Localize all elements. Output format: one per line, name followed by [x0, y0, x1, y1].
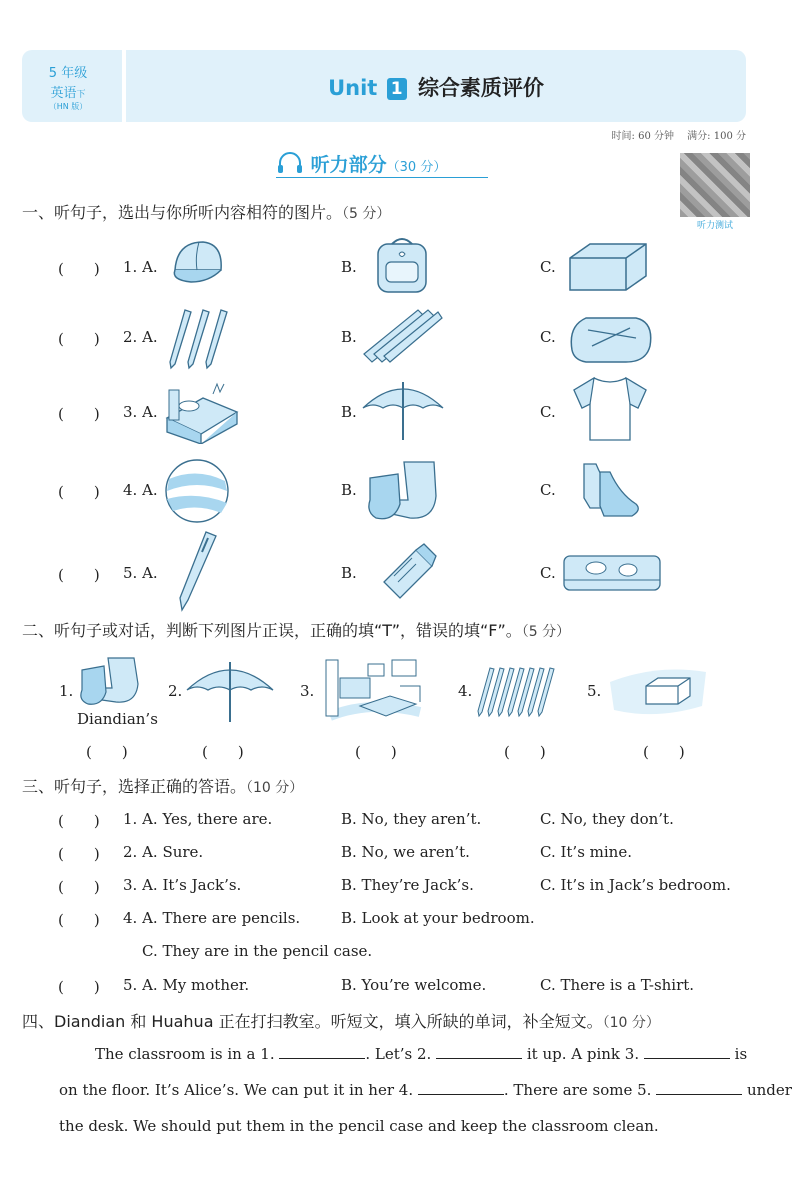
grade-label: 5 年级	[48, 66, 88, 81]
option-c-label: C.	[540, 403, 556, 421]
section2-heading: 二、听句子或对话，判断下列图片正误，正确的填“T”，错误的填“F”。（5 分）	[22, 621, 571, 640]
option-a: 3. A. It’s Jack’s.	[123, 876, 242, 894]
option-b: B. No, we aren’t.	[341, 843, 470, 861]
blank-3[interactable]	[644, 1044, 730, 1059]
section1-heading: 一、听句子，选出与你所听内容相符的图片。（5 分）	[22, 203, 391, 222]
item-number: 1.	[59, 682, 74, 700]
unit-title-text: 综合素质评价	[417, 76, 544, 100]
answer-paren[interactable]: ( )	[202, 743, 244, 761]
option-c: C. It’s mine.	[540, 843, 632, 861]
unit-word: Unit	[328, 76, 378, 100]
section4-heading: 四、Diandian 和 Huahua 正在打扫教室。听短文，填入所缺的单词，补全短文。（10 分）	[22, 1012, 660, 1031]
passage-line-1: The classroom is in a 1. . Let’s 2. it up. A pink 3. is	[95, 1045, 748, 1063]
headphones-icon	[276, 151, 304, 175]
part-title-underline	[276, 177, 488, 178]
option-c: C. No, they don’t.	[540, 810, 674, 828]
blank-2[interactable]	[436, 1044, 522, 1059]
item-number: 5.	[587, 682, 602, 700]
box-icon	[606, 662, 712, 720]
blank-5[interactable]	[656, 1080, 742, 1095]
answer-paren[interactable]: ( )	[58, 812, 100, 830]
bed-icon	[163, 378, 241, 444]
umbrella-icon	[360, 378, 446, 444]
option-b-label: B.	[341, 481, 357, 499]
unit-number: 1	[387, 78, 407, 100]
rulers-icon	[362, 306, 444, 366]
answer-paren[interactable]: ( )	[58, 845, 100, 863]
qr-code-icon[interactable]	[680, 153, 750, 217]
option-b: B. Look at your bedroom.	[341, 909, 535, 927]
pen-icon	[172, 530, 220, 612]
option-c-label: C.	[540, 258, 556, 276]
option-c: C. They are in the pencil case.	[142, 942, 373, 960]
answer-paren[interactable]: ( )	[355, 743, 397, 761]
blank-1[interactable]	[279, 1044, 365, 1059]
answer-paren[interactable]: ( )	[58, 911, 100, 929]
option-a: 2. A. Sure.	[123, 843, 204, 861]
pencil-case-icon	[566, 310, 656, 366]
option-c: C. It’s in Jack’s bedroom.	[540, 876, 731, 894]
option-b: B. You’re welcome.	[341, 976, 487, 994]
option-b-label: B.	[341, 403, 357, 421]
pencils-icon	[163, 306, 233, 372]
socks-icon	[364, 456, 444, 526]
answer-paren[interactable]: ( )	[58, 483, 100, 501]
option-a: 1. A. Yes, there are.	[123, 810, 273, 828]
item-number: 4.	[458, 682, 473, 700]
answer-paren[interactable]: ( )	[58, 330, 100, 348]
page-title	[126, 72, 746, 102]
answer-paren[interactable]: ( )	[58, 878, 100, 896]
answer-paren[interactable]: ( )	[86, 743, 128, 761]
section3-heading: 三、听句子，选择正确的答语。（10 分）	[22, 777, 304, 796]
pencil-box-icon	[562, 552, 662, 594]
answer-paren[interactable]: ( )	[504, 743, 546, 761]
socks-icon	[78, 654, 148, 706]
item-number: 2.	[168, 682, 183, 700]
backpack-icon	[370, 232, 434, 296]
glue-icon	[376, 542, 438, 602]
item-number: 3.	[300, 682, 315, 700]
option-c-label: C.	[540, 564, 556, 582]
part-title: 听力部分（30 分）	[276, 150, 488, 177]
box-icon	[566, 238, 650, 294]
passage-line-3: the desk. We should put them in the pencil case and keep the classroom clean.	[59, 1117, 659, 1135]
option-c-label: C.	[540, 328, 556, 346]
tshirt-icon	[570, 374, 650, 444]
option-c: C. There is a T-shirt.	[540, 976, 695, 994]
answer-paren[interactable]: ( )	[58, 260, 100, 278]
cap-icon	[165, 236, 229, 290]
bedroom-icon	[320, 656, 428, 726]
option-a-label: 5. A.	[123, 564, 158, 582]
blank-4[interactable]	[418, 1080, 504, 1095]
ball-icon	[163, 457, 231, 525]
answer-paren[interactable]: ( )	[58, 566, 100, 584]
shoes-icon	[576, 458, 648, 522]
option-a-label: 1. A.	[123, 258, 158, 276]
option-b: B. No, they aren’t.	[341, 810, 482, 828]
option-a-label: 4. A.	[123, 481, 158, 499]
answer-paren[interactable]: ( )	[643, 743, 685, 761]
option-a-label: 2. A.	[123, 328, 158, 346]
exam-meta: 时间: 60 分钟 满分: 100 分	[611, 131, 746, 142]
option-b-label: B.	[341, 328, 357, 346]
answer-paren[interactable]: ( )	[58, 405, 100, 423]
edition-label: （HN 版）	[48, 102, 88, 111]
option-a: 5. A. My mother.	[123, 976, 250, 994]
option-b-label: B.	[341, 258, 357, 276]
option-a: 4. A. There are pencils.	[123, 909, 301, 927]
answer-paren[interactable]: ( )	[58, 978, 100, 996]
option-c-label: C.	[540, 481, 556, 499]
qr-label: 听力测试	[696, 221, 733, 231]
option-b: B. They’re Jack’s.	[341, 876, 474, 894]
passage-line-2: on the floor. It’s Alice’s. We can put it in her 4. . There are some 5. under	[59, 1081, 792, 1099]
item-caption: Diandian’s	[77, 710, 158, 728]
option-a-label: 3. A.	[123, 403, 158, 421]
umbrella-icon	[184, 658, 276, 726]
pencils-icon	[476, 666, 560, 718]
subject-label: 英语下	[50, 86, 86, 101]
option-b-label: B.	[341, 564, 357, 582]
